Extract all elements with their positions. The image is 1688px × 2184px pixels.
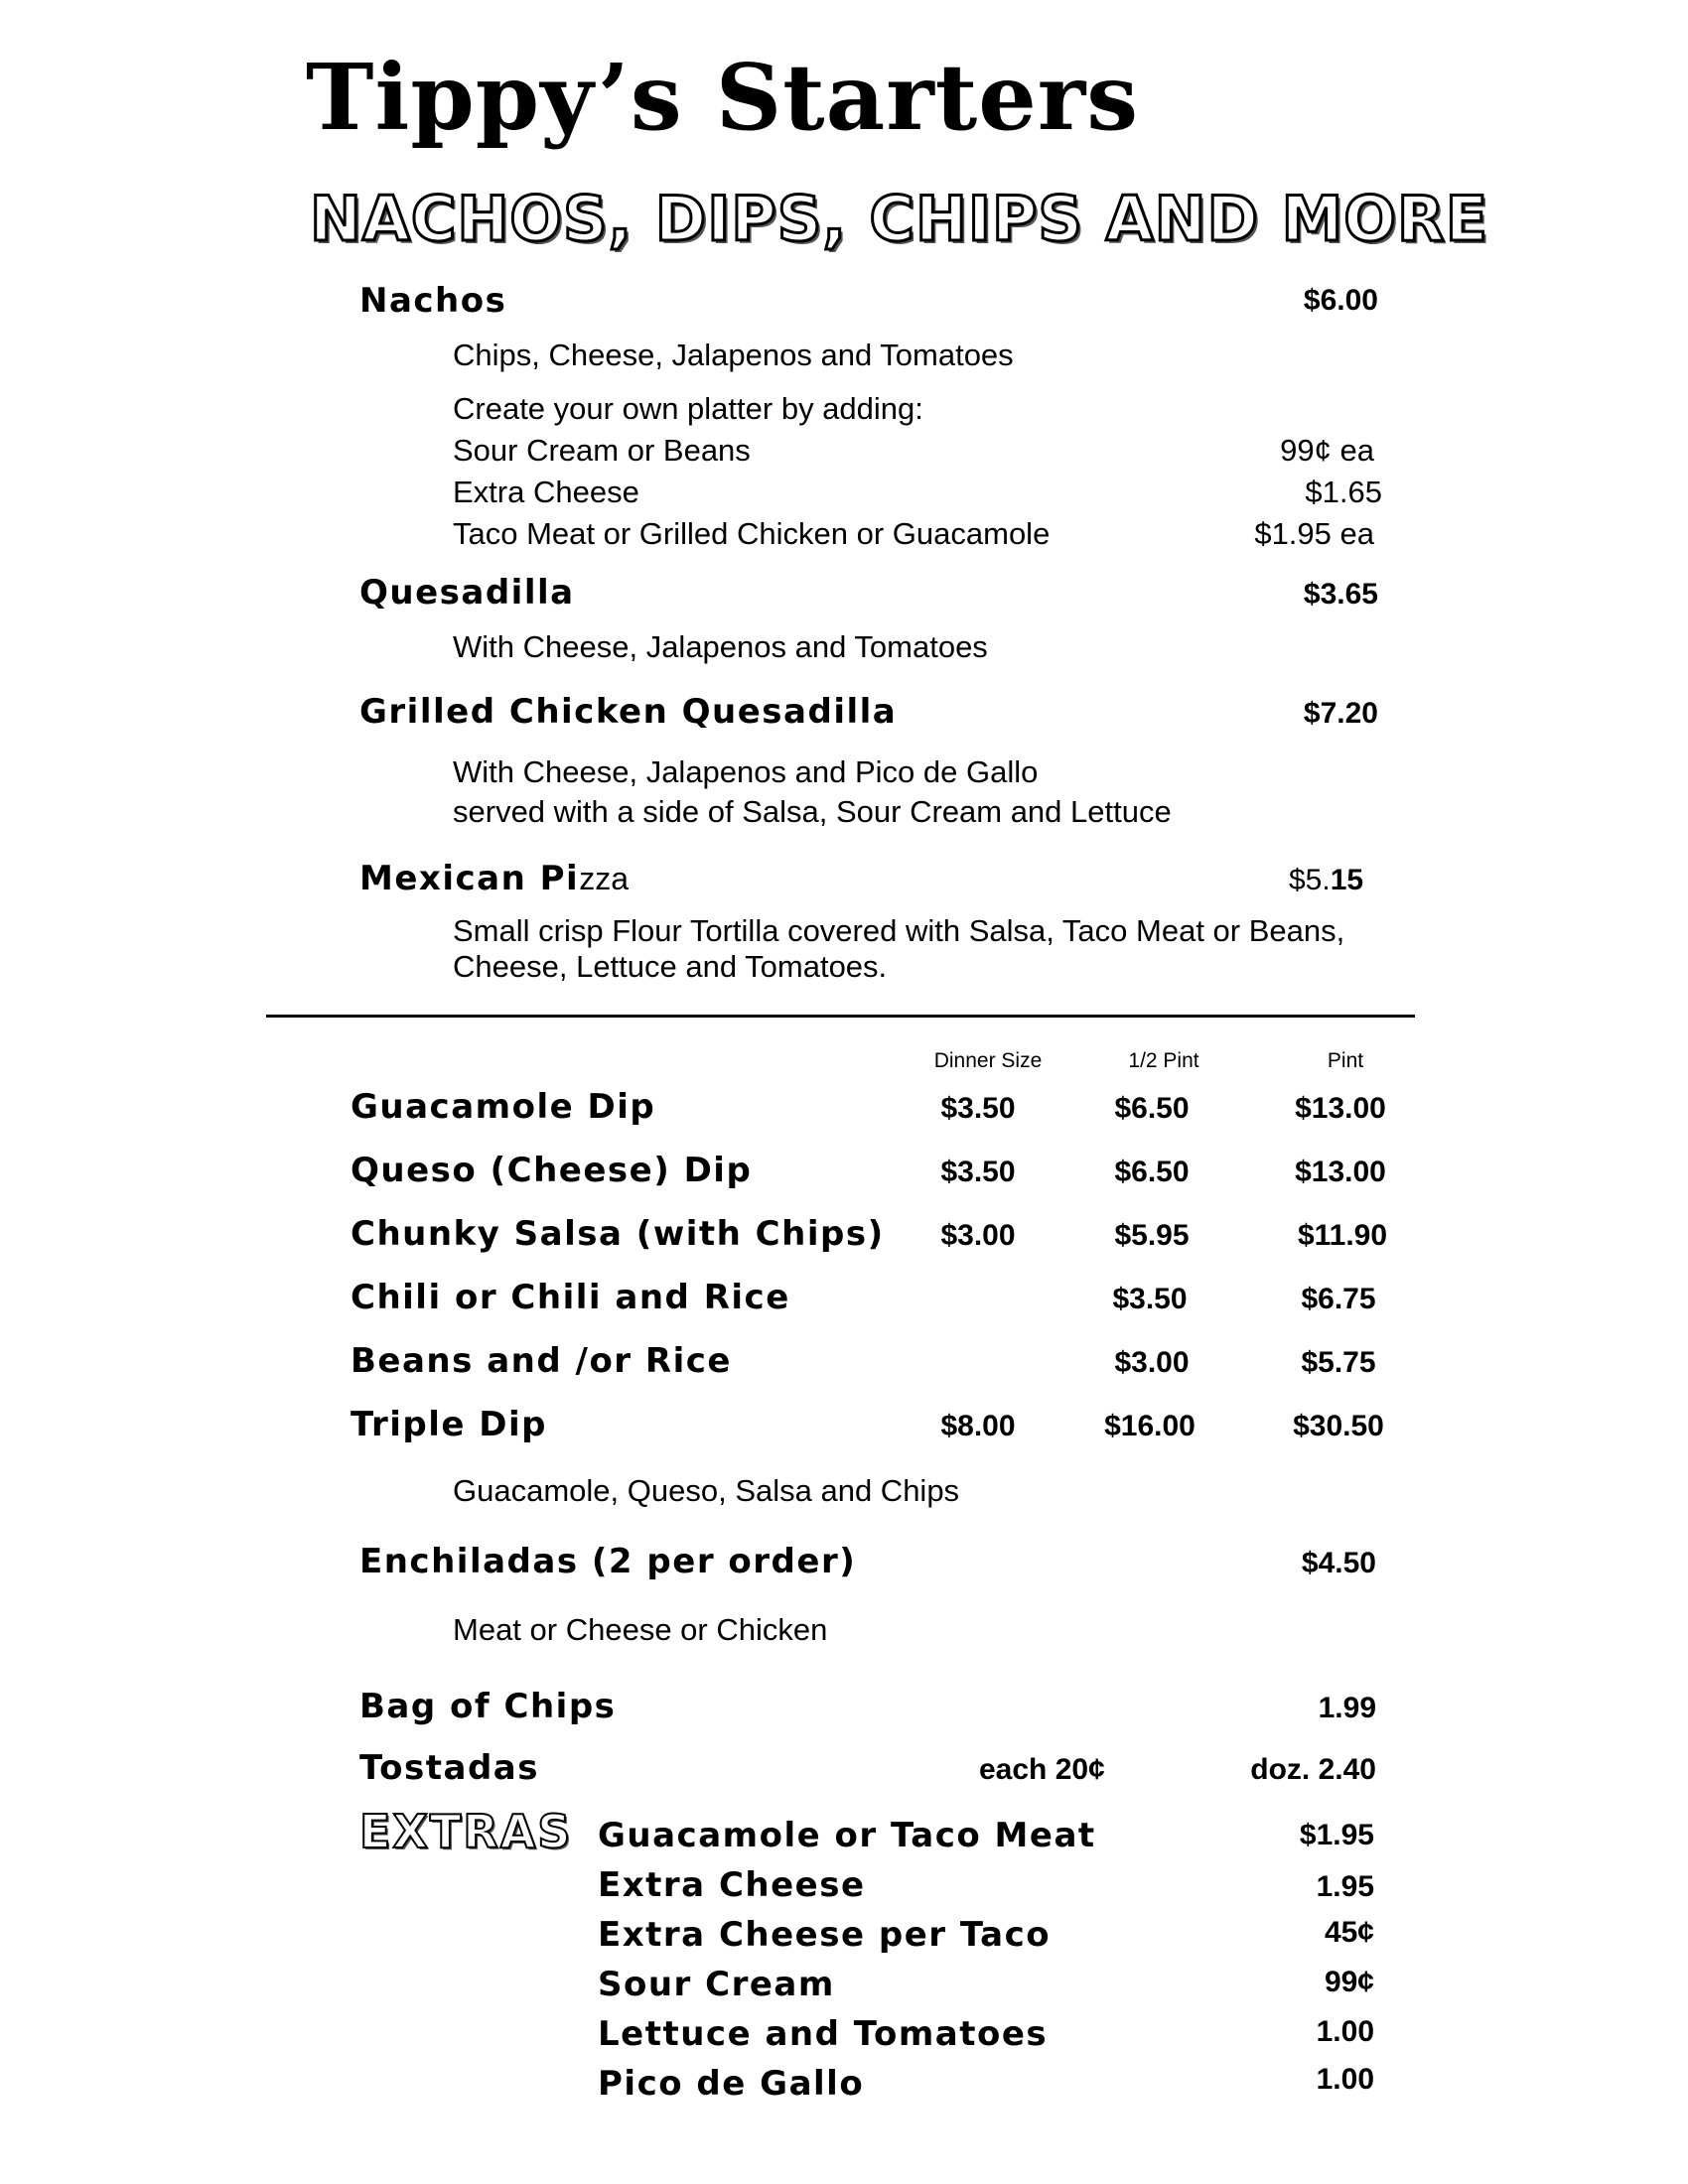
- nachos-price: $6.00: [1303, 284, 1378, 317]
- section-divider: [266, 1015, 1415, 1018]
- tostadas-each-price: each 20¢: [979, 1753, 1105, 1786]
- dip-price-dinner: $3.50: [940, 1156, 1016, 1188]
- nachos-addons-intro: Create your own platter by adding:: [453, 391, 923, 426]
- dip-price-half-pint: $3.50: [1112, 1283, 1188, 1315]
- extra-item-price: 45¢: [1324, 1916, 1374, 1949]
- extra-item-label: Pico de Gallo: [598, 2064, 865, 2104]
- grilled-quesadilla-price: $7.20: [1303, 697, 1378, 730]
- dip-price-dinner: $3.50: [940, 1092, 1016, 1125]
- dip-price-pint: $5.75: [1301, 1346, 1376, 1379]
- mexican-pizza-name-light: zza: [579, 861, 629, 896]
- dip-price-half-pint: $16.00: [1104, 1410, 1196, 1442]
- extra-item-price: 1.95: [1316, 1870, 1374, 1903]
- enchiladas-name: Enchiladas (2 per order): [359, 1542, 857, 1581]
- extra-item-label: Extra Cheese: [598, 1865, 866, 1905]
- addon-label: Taco Meat or Grilled Chicken or Guacamole: [453, 516, 1051, 551]
- dip-price-half-pint: $6.50: [1114, 1092, 1190, 1125]
- nachos-name: Nachos: [359, 281, 507, 321]
- extra-item-label: Sour Cream: [598, 1965, 835, 2004]
- addon-price: $1.95 ea: [1254, 516, 1374, 551]
- page-subtitle: NACHOS, DIPS, CHIPS AND MORE: [310, 183, 1489, 255]
- extra-item-label: Lettuce and Tomatoes: [598, 2014, 1049, 2054]
- dip-price-dinner: $8.00: [940, 1410, 1016, 1442]
- extra-item-label: Guacamole or Taco Meat: [598, 1816, 1096, 1855]
- dip-price-pint: $6.75: [1301, 1283, 1376, 1315]
- dip-price-half-pint: $5.95: [1114, 1219, 1190, 1252]
- column-header-pint: Pint: [1327, 1049, 1364, 1072]
- enchiladas-price: $4.50: [1301, 1547, 1376, 1579]
- dip-name: Chunky Salsa (with Chips): [351, 1214, 885, 1254]
- quesadilla-description: With Cheese, Jalapenos and Tomatoes: [453, 629, 988, 664]
- dip-price-pint: $11.90: [1297, 1219, 1388, 1252]
- extras-heading: EXTRAS: [359, 1805, 573, 1858]
- mexican-pizza-description: Cheese, Lettuce and Tomatoes.: [453, 949, 888, 984]
- dip-price-half-pint: $3.00: [1114, 1346, 1190, 1379]
- addon-price: 99¢ ea: [1280, 433, 1374, 468]
- column-header-half-pint: 1/2 Pint: [1128, 1049, 1199, 1072]
- dip-name: Queso (Cheese) Dip: [351, 1151, 753, 1190]
- grilled-quesadilla-name: Grilled Chicken Quesadilla: [359, 692, 898, 732]
- dip-price-pint: $30.50: [1293, 1410, 1384, 1442]
- extra-item-price: $1.95: [1299, 1819, 1374, 1851]
- nachos-description: Chips, Cheese, Jalapenos and Tomatoes: [453, 338, 1014, 372]
- mexican-pizza-name: [359, 859, 629, 898]
- extra-item-price: 1.00: [1316, 2063, 1374, 2096]
- mexican-pizza-price-light: $5.: [1289, 864, 1331, 896]
- dip-price-pint: $13.00: [1295, 1156, 1386, 1188]
- dip-price-pint: $13.00: [1295, 1092, 1386, 1125]
- addon-label: Extra Cheese: [453, 475, 639, 509]
- mexican-pizza-price-bold: 15: [1330, 864, 1364, 896]
- dip-name: Guacamole Dip: [351, 1087, 656, 1127]
- dip-price-dinner: $3.00: [940, 1219, 1016, 1252]
- mexican-pizza-price: [1289, 866, 1363, 895]
- quesadilla-price: $3.65: [1303, 578, 1378, 611]
- tostadas-name: Tostadas: [359, 1748, 539, 1788]
- column-header-dinner-size: Dinner Size: [933, 1049, 1043, 1072]
- extra-item-price: 1.00: [1316, 2015, 1374, 2048]
- bag-of-chips-name: Bag of Chips: [359, 1687, 617, 1726]
- bag-of-chips-price: 1.99: [1318, 1692, 1376, 1724]
- quesadilla-name: Quesadilla: [359, 573, 575, 613]
- dip-name: Beans and /or Rice: [351, 1341, 732, 1381]
- tostadas-dozen-price: doz. 2.40: [1250, 1753, 1376, 1786]
- addon-label: Sour Cream or Beans: [453, 433, 751, 468]
- addon-price: $1.65: [1305, 475, 1382, 509]
- dip-name: Triple Dip: [351, 1405, 547, 1444]
- page-title: Tippy’s Starters: [306, 44, 1140, 151]
- mexican-pizza-description: Small crisp Flour Tortilla covered with Salsa, Taco Meat or Beans,: [453, 913, 1345, 948]
- grilled-quesadilla-description: served with a side of Salsa, Sour Cream and Lettuce: [453, 794, 1172, 829]
- grilled-quesadilla-description: With Cheese, Jalapenos and Pico de Gallo: [453, 754, 1039, 789]
- extra-item-label: Extra Cheese per Taco: [598, 1915, 1052, 1955]
- extra-item-price: 99¢: [1324, 1966, 1374, 1998]
- mexican-pizza-name-bold: Mexican Pi: [359, 859, 580, 898]
- triple-dip-description: Guacamole, Queso, Salsa and Chips: [453, 1473, 960, 1508]
- dip-name: Chili or Chili and Rice: [351, 1278, 790, 1317]
- enchiladas-description: Meat or Cheese or Chicken: [453, 1612, 828, 1647]
- dip-price-half-pint: $6.50: [1114, 1156, 1190, 1188]
